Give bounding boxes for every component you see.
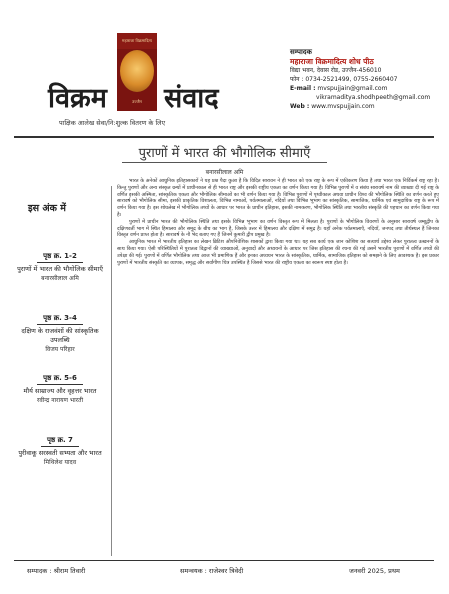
contents-sidebar [14,186,106,558]
masthead-title-left: विक्रम [48,83,107,114]
contact-email-row [290,84,445,93]
toc-page-ref: पृष्ठ क्र. 3-4 [37,314,83,325]
toc-heading: मौर्य साम्राज्य और वृहत्तर भारत [23,387,97,395]
article-body [117,178,439,556]
toc-page-ref: पृष्ठ क्र. 1-2 [37,252,83,263]
toc-item[interactable] [14,314,106,354]
email-link-1[interactable]: mvspujjain@gmail.com [317,85,388,92]
article-author: बनारसीलाल अमि [205,169,244,176]
contact-org: महाराजा विक्रमादित्य शोध पीठ [290,57,374,66]
web-label: Web : [290,103,310,110]
contact-block [290,48,445,111]
email-link-2[interactable]: vikramaditya.shodhpeeth@gmail.com [316,94,431,101]
article-title-wrap [0,143,449,163]
toc-item[interactable] [14,374,106,405]
toc-heading: पुरीवाकू सरस्वती सभ्यता और भारत [18,449,102,457]
footer-date: जनवरी 2025, प्रथम [349,567,400,575]
footer-divider [14,560,434,561]
toc-page-ref: पृष्ठ क्र. 7 [41,436,79,447]
body-paragraph: आधुनिक भारत में भारतीय इतिहास का लेखन ब्रिटिश औपनिवेशिक शासकों द्वारा किया गया था। यह सब कार्य एक जान कोशिश का सत्यार्थ उद्देश्य लेकर पुरातत्व उत्खननों के साथ किया गया। ऐसी परिस्थितियों में पुरातत्व विद्वानों की व्याख्याओं, अनुवादों और अध्ययनों के आधार पर जिस इतिहास की रचना की गई उसमें भारतीय पुराणों में वर्णित तथ्यों की उपेक्षा की गई। पुराणों में वर्णित भौगोलिक तथ्य आज भी प्रमाणिक हैं और इनका अध्ययन भारत के सांस्कृतिक, धार्मिक, सामाजिक इतिहास को समझने के लिए आवश्यक है। इस प्रकार पुराणों में भारतीय संस्कृति का व्यापक, समृद्ध और सर्वांगीण चित्र उपस्थित है जिससे भारत की राष्ट्रीय एकता का स्वरूप स्पष्ट होता है। [117,239,439,266]
footer-editor: सम्पादक : श्रीराम तिवारी [27,567,86,575]
article-title: पुराणों में भारत की भौगोलिक सीमाएँ [122,143,327,163]
masthead-title-right: संवाद [164,83,219,114]
contact-email2-row [290,93,445,102]
toc-page-ref: पृष्ठ क्र. 5-6 [37,374,83,385]
coin-emblem-icon [120,50,154,92]
toc-author: रवीन्द्र नारायण भारती [36,397,84,404]
footer-coordinator: समन्वयक : राजेश्वर त्रिवेदी [180,567,244,575]
toc-author: मिथिलेश यादव [43,459,77,466]
contact-phone: फोन : 0734-2521499, 0755-2660407 [290,76,398,83]
logo-top-band: महाराजा विक्रमादित्य [117,33,157,49]
column-divider [111,186,112,556]
toc-item[interactable] [14,436,106,467]
contact-web-row [290,102,445,111]
email-label: E-mail : [290,85,316,92]
toc-item[interactable] [14,252,106,283]
contents-title: इस अंक में [28,203,66,214]
toc-author: बनारसीलाल अमि [41,275,79,282]
masthead-divider [14,136,434,138]
toc-author: विजय परिहार [45,346,75,353]
logo-bottom-band: उज्जैन [132,99,142,104]
body-paragraph: पुराणों में प्राचीन भारत की भौगोलिक स्थिति तथा इसके विभिन्न भूभाग का वर्णन विस्तृत रूप में मिलता है। पुराणों के भौगोलिक विवरणों के अनुसार सारावर्ष जम्बूद्वीप के दक्षिणवर्ती भाग में स्थित हिमालय और समुद्र के बीच का भाग है, जिसके उत्तर में हिमालय और दक्षिण में समुद्र है। यहाँ अनेक पर्वतमालाएँ, नदियाँ, जनपद तथा तीर्थस्थल हैं जिनका विस्तृत वर्णन प्राप्त होता है। सारावर्ष के नौ भेद बताए गए हैं जिनमें कुमारी द्वीप प्रमुख है। [117,218,439,239]
toc-heading: पुराणों में भारत की भौगोलिक सीमाएँ [17,265,103,273]
contact-label: सम्पादक [290,48,312,56]
body-paragraph: भारत के अनेकों आधुनिक इतिहासकारों ने यह प्रश्न पैदा कुआ है कि विदित सारावन ने ही भारत को एक राष्ट्र के रूप में एकीकरण किया है तथा भारत एक निर्विकर्म राष्ट्र रहा है। किन्तु पुराणों और अन्य संस्कृत ग्रन्थों में प्राचीनकाल से ही भारत राष्ट्र और इसकी राष्ट्रीय एकता का वर्णन किया गया है। विभिन्न पुराणों में व संबंध सारावर्ष नाम की व्याख्या दी गई राष्ट्र के वर्णित इसकी अस्मिता, सांस्कृतिक एकता और भौगोलिक सीमाओं का भी वर्णन किया गया है। विभिन्न पुराणों में पृथ्वीकाल अथवा प्राचीन विश्व की भौगोलिक स्थिति का वर्णन करते हुए सारावर्ष को भौगोलिक सीमा, इसकी प्राकृतिक विशालता, विभिन्न नामाओं, पर्वतमालाओं, नदियों तथा विभिन्न भूभाग का सांस्कृतिक, सामाजिक, धार्मिक एवं सामुदायिक राष्ट्र के रूप में वर्णन किया गया है। इस शोधलेख में भौगोलिक तथ्यों के आधार पर भारत के प्राचीन इतिहास, इसकी नामकरण, भौगोलिक स्थिति तथा भारतीय संस्कृति की पहचान का वर्णन किया गया है। [117,178,439,218]
web-link[interactable]: www.mvspujjain.com [311,103,375,110]
toc-heading: दक्षिण के राजवंशों की सांस्कृतिक उपलब्धि [21,327,99,344]
masthead-subtitle: पाक्षिक आलेख सेवा/नि:शुल्क वितरण के लिए [59,119,166,127]
shodhpeeth-logo [117,33,157,111]
contact-address: विद्या भवन, देवास रोड, उज्जैन-456010 [290,67,382,74]
